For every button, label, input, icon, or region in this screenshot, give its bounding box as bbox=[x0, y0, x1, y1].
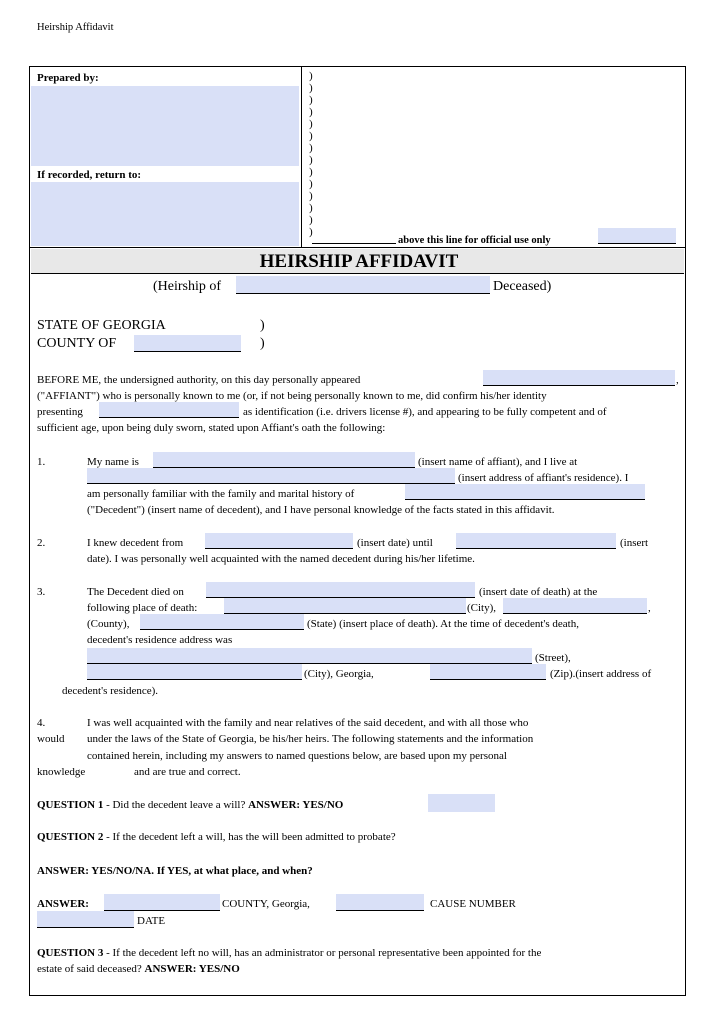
affiant-address-field[interactable] bbox=[87, 468, 455, 484]
county-field[interactable] bbox=[134, 335, 241, 352]
question-3-text-2: estate of said deceased? bbox=[37, 963, 145, 975]
deceased-name-field[interactable] bbox=[236, 276, 490, 294]
prepared-by-field[interactable] bbox=[31, 86, 299, 166]
answer-2b-cause: CAUSE NUMBER bbox=[430, 898, 516, 910]
p3-text-g: (State) (insert place of death). At the time of decedent's death, bbox=[307, 618, 579, 630]
p3-text-j: (City), Georgia, bbox=[304, 668, 374, 680]
answer-2-line bbox=[37, 865, 313, 878]
question-3-line-2 bbox=[37, 963, 240, 976]
official-use-line-left bbox=[312, 243, 396, 244]
answer-2b-date: DATE bbox=[137, 915, 166, 927]
p3-number: 3. bbox=[37, 586, 46, 598]
intro-line-1: BEFORE ME, the undersigned authority, on this day personally appeared bbox=[37, 374, 361, 386]
p4-number: 4. bbox=[37, 717, 46, 729]
p4-text-a: I was well acquainted with the family and near relatives of the said decedent, and with all those who bbox=[87, 717, 529, 729]
deceased-label: Deceased) bbox=[493, 279, 552, 294]
recorded-return-field[interactable] bbox=[31, 182, 299, 246]
p3-text-l: decedent's residence). bbox=[62, 685, 159, 697]
probate-county-field[interactable] bbox=[104, 894, 220, 911]
p1-text-e: ("Decedent") (insert name of decedent), and I have personal knowledge of the facts stated in this affidavit. bbox=[87, 504, 555, 516]
intro-comma: , bbox=[676, 374, 679, 386]
p3-text-i: (Street), bbox=[535, 652, 571, 664]
known-from-date-field[interactable] bbox=[205, 533, 353, 549]
p2-text-d: date). I was personally well acquainted with the named decedent during his/her lifetime. bbox=[87, 553, 475, 565]
answer-2b-label: ANSWER: bbox=[37, 898, 89, 910]
p2-number: 2. bbox=[37, 537, 46, 549]
p3-text-d: (City), bbox=[467, 602, 497, 614]
answer-2-label: ANSWER: YES/NO/NA. If YES, at what place, and when? bbox=[37, 865, 313, 877]
p4-text-b1: would bbox=[37, 733, 65, 745]
question-3 bbox=[37, 947, 677, 960]
identification-field[interactable] bbox=[99, 402, 239, 418]
p3-text-f: (County), bbox=[87, 618, 130, 630]
p3-text-e: , bbox=[648, 602, 651, 614]
answer-2b-county: COUNTY, Georgia, bbox=[222, 898, 310, 910]
question-3-text: - If the decedent left no will, has an administrator or personal representative been appointed for the bbox=[103, 947, 542, 959]
recorded-return-label: If recorded, return to: bbox=[37, 169, 142, 181]
prepared-by-label: Prepared by: bbox=[37, 72, 99, 84]
probate-other-field[interactable] bbox=[336, 894, 424, 911]
county-label: COUNTY OF bbox=[37, 336, 117, 351]
page-title: HEIRSHIP AFFIDAVIT bbox=[259, 251, 459, 272]
affiant-name-field[interactable] bbox=[483, 370, 675, 386]
question-1-answer-label: ANSWER: YES/NO bbox=[248, 799, 344, 811]
official-use-label: above this line for official use only bbox=[398, 235, 551, 246]
p1-text-a: My name is bbox=[87, 456, 139, 468]
intro-line-3a: presenting bbox=[37, 406, 83, 418]
intro-line-3b: as identification (i.e. drivers license #), and appearing to be fully competent and of bbox=[243, 406, 607, 418]
date-of-death-field[interactable] bbox=[206, 582, 475, 598]
question-1 bbox=[37, 799, 343, 812]
intro-line-4: sufficient age, upon being duly sworn, stated upon Affiant's oath the following: bbox=[37, 422, 386, 434]
p3-text-k: (Zip).(insert address of bbox=[550, 668, 652, 680]
p3-text-h: decedent's residence address was bbox=[87, 634, 233, 646]
p1-text-d: am personally familiar with the family and marital history of bbox=[87, 488, 355, 500]
top-box-divider bbox=[301, 66, 302, 247]
parentheses-column: ) ) ) ) ) ) ) ) ) ) ) ) ) ) bbox=[309, 70, 313, 238]
residence-street-field[interactable] bbox=[87, 648, 532, 664]
p1-number: 1. bbox=[37, 456, 46, 468]
residence-city-field[interactable] bbox=[87, 664, 302, 680]
document-label: Heirship Affidavit bbox=[37, 22, 114, 33]
question-1-answer-field[interactable] bbox=[428, 794, 495, 812]
affiant-name-field-2[interactable] bbox=[153, 452, 415, 468]
residence-zip-field[interactable] bbox=[430, 664, 546, 680]
p3-text-c: following place of death: bbox=[87, 602, 198, 614]
death-extra-field[interactable] bbox=[503, 598, 647, 614]
p2-text-b: (insert date) until bbox=[357, 537, 433, 549]
county-paren: ) bbox=[260, 336, 265, 351]
p1-text-b: (insert name of affiant), and I live at bbox=[418, 456, 578, 468]
question-3-answer-label: ANSWER: YES/NO bbox=[144, 963, 240, 975]
known-until-date-field[interactable] bbox=[456, 533, 616, 549]
intro-line-2: ("AFFIANT") who is personally known to me (or, if not being personally known to me, did confirm his/her identity bbox=[37, 390, 547, 402]
heirship-of-label: (Heirship of bbox=[153, 279, 222, 294]
p2-text-c: (insert bbox=[620, 537, 649, 549]
death-city-field[interactable] bbox=[224, 598, 466, 614]
question-3-label: QUESTION 3 bbox=[37, 947, 104, 959]
title-band-top-rule bbox=[29, 247, 686, 248]
death-county-field[interactable] bbox=[140, 614, 304, 630]
question-1-label: QUESTION 1 bbox=[37, 799, 104, 811]
question-2-text: - If the decedent left a will, has the will been admitted to probate? bbox=[103, 831, 396, 843]
decedent-name-field[interactable] bbox=[405, 484, 645, 500]
p3-text-b: (insert date of death) at the bbox=[479, 586, 598, 598]
p1-text-c: (insert address of affiant's residence). I bbox=[458, 472, 629, 484]
p3-text-a: The Decedent died on bbox=[87, 586, 184, 598]
probate-date-field[interactable] bbox=[37, 911, 134, 928]
question-1-text: - Did the decedent leave a will? bbox=[103, 799, 249, 811]
question-2-label: QUESTION 2 bbox=[37, 831, 104, 843]
p4-text-d1: knowledge bbox=[37, 766, 86, 778]
p4-text-b2: under the laws of the State of Georgia, be his/her heirs. The following statements and the information bbox=[87, 733, 534, 745]
state-label: STATE OF GEORGIA bbox=[37, 318, 166, 333]
p4-text-d2: and are true and correct. bbox=[134, 766, 241, 778]
state-paren: ) bbox=[260, 318, 265, 333]
p2-text-a: I knew decedent from bbox=[87, 537, 184, 549]
p4-text-c: contained herein, including my answers to named questions below, are based upon my personal bbox=[87, 750, 507, 762]
question-2 bbox=[37, 831, 396, 844]
official-use-field[interactable] bbox=[598, 228, 676, 244]
